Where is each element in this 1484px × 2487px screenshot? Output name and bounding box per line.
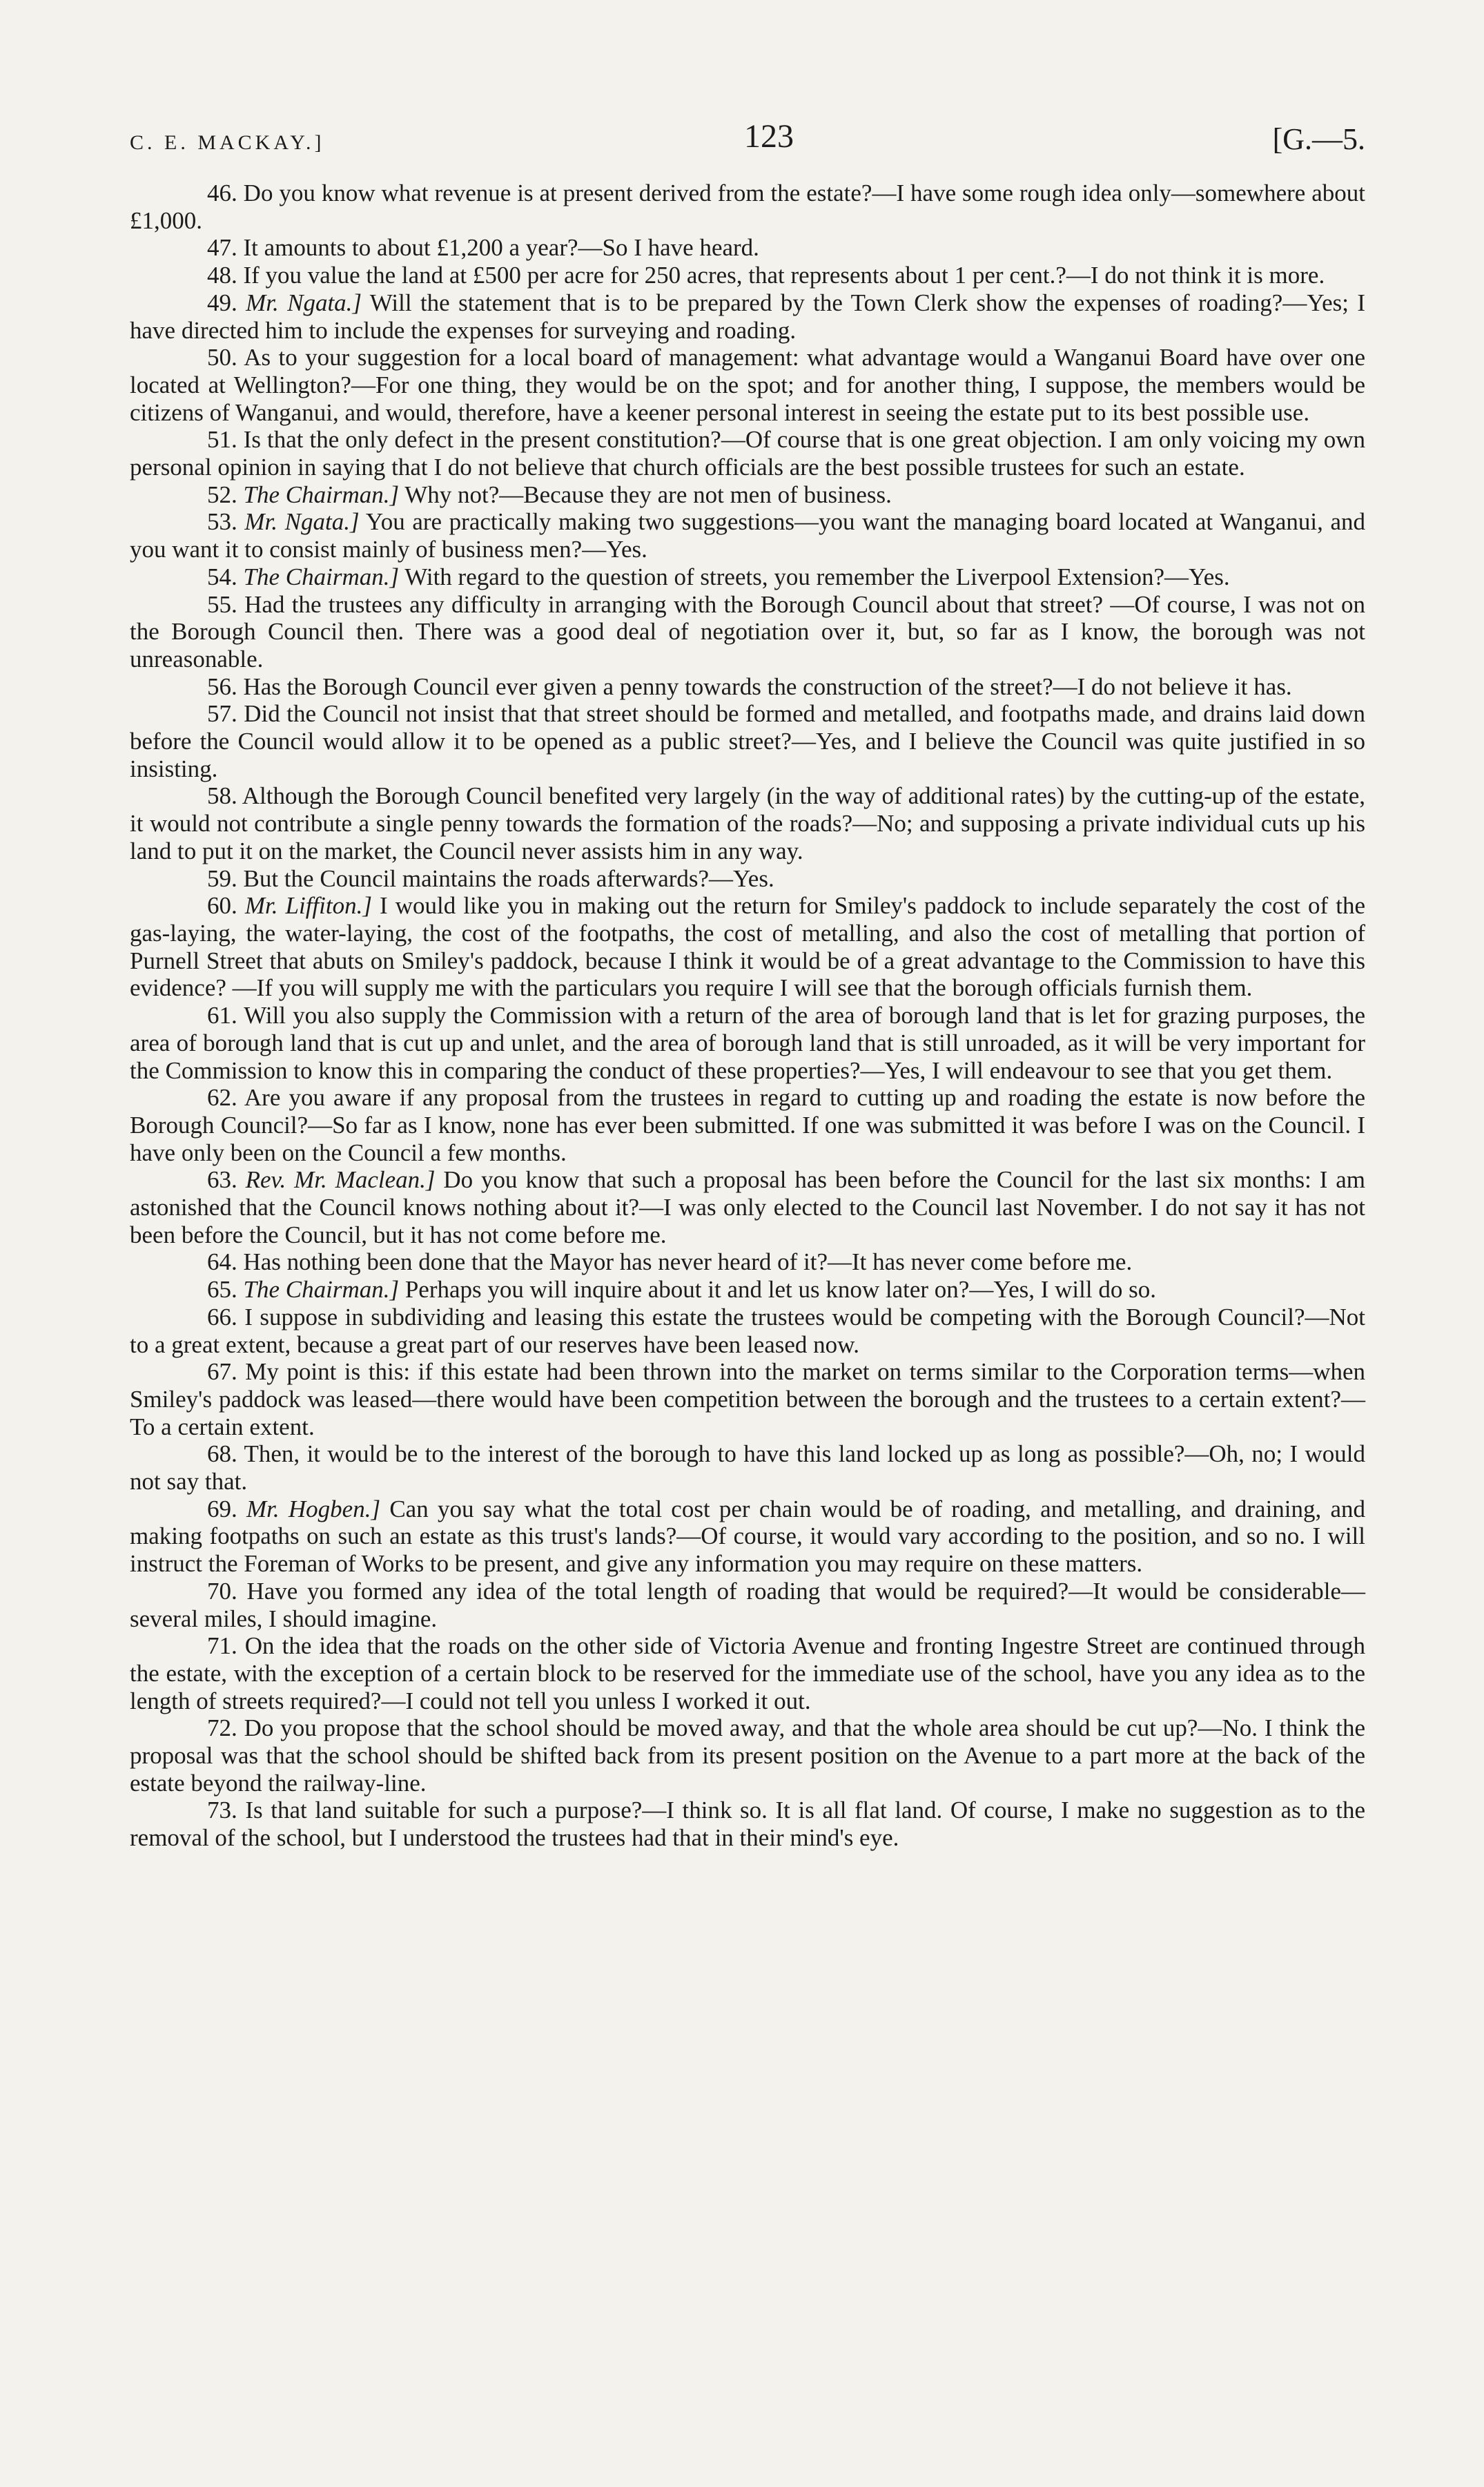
question-text: 70. Have you formed any idea of the total length of roading that would be required?—It would be considerable—several miles, I should imagine. <box>130 1577 1365 1632</box>
question-text: 72. Do you propose that the school should be moved away, and that the whole area should be cut up?—No. I think the proposal was that the school should be shifted back from its present position on the Avenue to a part more at the back of the estate beyond the railway-line. <box>130 1714 1365 1797</box>
question-text: 48. If you value the land at £500 per acre for 250 acres, that represents about 1 per cent.?—I do not think it is more. <box>207 262 1325 289</box>
question-paragraph <box>130 1166 1365 1248</box>
question-paragraph <box>130 1714 1365 1797</box>
question-paragraph <box>130 563 1365 591</box>
evidence-text <box>130 180 1365 1852</box>
question-text: 56. Has the Borough Council ever given a penny towards the construction of the street?—I do not believe it has. <box>207 672 1292 700</box>
document-page <box>130 116 1365 1852</box>
question-paragraph <box>130 1578 1365 1632</box>
question-paragraph <box>130 180 1365 234</box>
question-number: 52. <box>207 481 237 508</box>
question-paragraph <box>130 1304 1365 1358</box>
question-text: 50. As to your suggestion for a local board of management: what advantage would a Wanganui Board have over one located at Wellington?—For one thing, they would be on the spot; and for another thing, I suppose, the members would be citizens of Wanganui, and would, therefore, have a keener personal interest in seeing the estate put to its best possible use. <box>130 344 1365 426</box>
question-text: 46. Do you know what revenue is at present derived from the estate?—I have some rough idea only—somewhere about £1,000. <box>130 180 1365 234</box>
page-number: 123 <box>744 118 794 155</box>
speaker-name: The Chairman.] <box>243 1276 400 1304</box>
question-paragraph <box>130 1002 1365 1084</box>
question-paragraph <box>130 481 1365 509</box>
question-paragraph <box>130 1248 1365 1276</box>
question-number: 53. <box>207 508 237 536</box>
question-paragraph <box>130 700 1365 782</box>
speaker-name: The Chairman.] <box>243 481 400 508</box>
document-reference: [G.—5. <box>1272 122 1365 156</box>
question-number: 63. <box>207 1166 237 1194</box>
question-number: 49. <box>207 289 237 316</box>
question-text: Why not?—Because they are not men of business. <box>404 481 892 508</box>
question-paragraph <box>130 344 1365 426</box>
question-text: You are practically making two suggestions—you want the managing board located at Wanganui, and you want it to consist mainly of business men?—Yes. <box>130 508 1366 563</box>
question-paragraph <box>130 892 1365 1002</box>
question-paragraph <box>130 234 1365 262</box>
question-text: 71. On the idea that the roads on the other side of Victoria Avenue and fronting Ingestre Street are continued through the estate, with the exception of a certain block to be reserved for the immediate use of the school, have you any idea as to the length of streets required?—I could not tell you unless I worked it out. <box>130 1632 1365 1714</box>
page-header <box>130 116 1365 166</box>
question-text: 57. Did the Council not insist that that street should be formed and metalled, and footpaths made, and drains laid down before the Council would allow it to be opened as a public street?—Yes, and I believe the Council was quite justified in so insisting. <box>130 700 1365 782</box>
speaker-name: The Chairman.] <box>243 563 400 590</box>
question-text: 47. It amounts to about £1,200 a year?—So I have heard. <box>207 234 759 262</box>
question-paragraph <box>130 1440 1365 1495</box>
question-text: 55. Had the trustees any difficulty in arranging with the Borough Council about that street? —Of course, I was not on the Borough Council then. There was a good deal of negotiation over it, but, so far as I know, the borough was not unreasonable. <box>130 590 1365 672</box>
question-paragraph <box>130 1084 1365 1166</box>
question-text: 59. But the Council maintains the roads afterwards?—Yes. <box>207 864 774 892</box>
question-paragraph <box>130 1797 1365 1851</box>
speaker-name: Mr. Ngata.] <box>246 289 362 316</box>
question-text: 58. Although the Borough Council benefited very largely (in the way of additional rates) by the cutting-up of the estate, it would not contribute a single penny towards the formation of the roads?—No; and supposing a private individual cuts up his land to put it on the market, the Council never assists him in any way. <box>130 782 1365 864</box>
question-paragraph <box>130 673 1365 701</box>
question-text: With regard to the question of streets, you remember the Liverpool Extension?—Yes. <box>404 563 1230 590</box>
running-head-witness: C. E. MACKAY.] <box>130 131 325 154</box>
question-paragraph <box>130 262 1365 289</box>
question-text: I would like you in making out the return for Smiley's paddock to include separately the cost of the gas-laying, the water-laying, the cost of the footpaths, the cost of metalling, and also the cost of metalling that portion of Purnell Street that abuts on Smiley's paddock, because I think it would be of a great advantage to the Commission to have this evidence? —If you will supply me with the particulars you require I will see that the borough officials furnish them. <box>130 892 1366 1002</box>
question-text: 66. I suppose in subdividing and leasing this estate the trustees would be competing with the Borough Council?—Not to a great extent, because a great part of our reserves have been leased now. <box>130 1303 1365 1358</box>
question-paragraph <box>130 426 1365 481</box>
question-text: 61. Will you also supply the Commission with a return of the area of borough land that is let for grazing purposes, the area of borough land that is cut up and unlet, and the area of borough land that is still unroaded, as it will be very important for the Commission to know this in comparing the conduct of these properties?—Yes, I will endeavour to see that you get them. <box>130 1002 1365 1084</box>
question-text: Do you know that such a proposal has been before the Council for the last six months: I am astonished that the Council knows nothing about it?—I was only elected to the Council last November. I do not say it has not been before the Council, but it has not come before me. <box>130 1166 1365 1248</box>
question-paragraph <box>130 1496 1365 1578</box>
question-paragraph <box>130 1632 1365 1714</box>
speaker-name: Mr. Ngata.] <box>244 508 360 536</box>
question-text: 68. Then, it would be to the interest of the borough to have this land locked up as long as possible?—Oh, no; I would not say that. <box>130 1440 1365 1496</box>
question-text: Perhaps you will inquire about it and let us know later on?—Yes, I will do so. <box>404 1276 1156 1304</box>
question-paragraph <box>130 289 1365 344</box>
question-paragraph <box>130 1358 1365 1440</box>
question-number: 69. <box>207 1495 237 1522</box>
question-number: 65. <box>207 1276 237 1304</box>
question-text: 64. Has nothing been done that the Mayor has never heard of it?—It has never come before me. <box>207 1248 1133 1276</box>
question-text: Will the statement that is to be prepared by the Town Clerk show the expenses of roading?—Yes; I have directed him to include the expenses for surveying and roading. <box>130 289 1366 344</box>
question-paragraph <box>130 865 1365 893</box>
question-number: 54. <box>207 563 237 590</box>
question-number: 60. <box>207 892 237 920</box>
question-text: 62. Are you aware if any proposal from the trustees in regard to cutting up and roading the estate is now before the Borough Council?—So far as I know, none has ever been submitted. If one was submitted it was before I was on the Council. I have only been on the Council a few months. <box>130 1084 1365 1166</box>
question-text: 51. Is that the only defect in the present constitution?—Of course that is one great objection. I am only voicing my own personal opinion in saying that I do not believe that church officials are the best possible trustees for such an estate. <box>130 426 1365 481</box>
question-paragraph <box>130 782 1365 864</box>
question-paragraph <box>130 591 1365 673</box>
speaker-name: Rev. Mr. Maclean.] <box>245 1166 436 1194</box>
speaker-name: Mr. Liffiton.] <box>244 892 372 920</box>
question-paragraph <box>130 508 1365 563</box>
question-paragraph <box>130 1276 1365 1304</box>
question-text: 67. My point is this: if this estate had been thrown into the market on terms similar to the Corporation terms—when Smiley's paddock was leased—there would have been competition between the borough and the trustees to a certain extent?—To a certain extent. <box>130 1358 1365 1440</box>
question-text: Can you say what the total cost per chain would be of roading, and metalling, and draining, and making footpaths on such an estate as this trust's lands?—Of course, it would vary according to the position, and so no. I will instruct the Foreman of Works to be present, and give any information you may require on these matters. <box>130 1495 1366 1578</box>
question-text: 73. Is that land suitable for such a purpose?—I think so. It is all flat land. Of course, I make no suggestion as to the removal of the school, but I understood the trustees had that in their mind's eye. <box>130 1797 1365 1852</box>
speaker-name: Mr. Hogben.] <box>246 1495 381 1522</box>
